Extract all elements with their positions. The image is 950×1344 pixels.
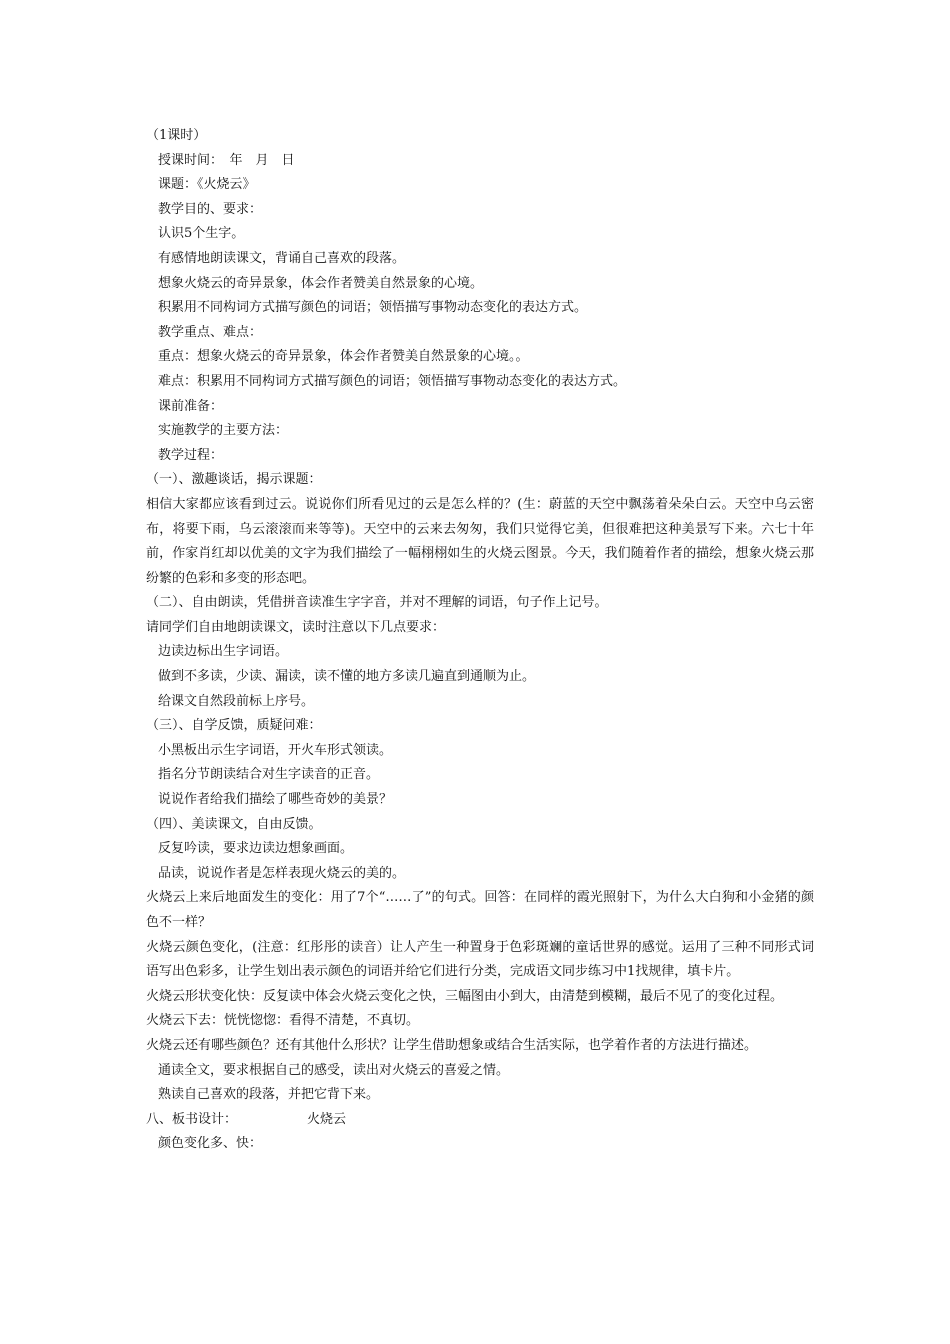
heading-preparation: 课前准备： bbox=[158, 398, 224, 414]
requirement-item: 做到不多读，少读、漏读，读不懂的地方多读几遍直到通顺为止。 bbox=[158, 669, 536, 685]
section-1-heading: （一）、激趣谈话，揭示课题： bbox=[146, 472, 322, 488]
activity-item: 通读全文，要求根据自己的感受，读出对火烧云的喜爱之情。 bbox=[158, 1062, 510, 1078]
objective-item: 想象火烧云的奇异景象，体会作者赞美自然景象的心境。 bbox=[158, 275, 484, 291]
lesson-plan-document bbox=[146, 124, 814, 1157]
section-2-intro: 请同学们自由地朗读课文，读时注意以下几点要求： bbox=[146, 619, 446, 635]
requirement-item: 给课文自然段前标上序号。 bbox=[158, 693, 315, 709]
teaching-date: 授课时间： 年 月 日 bbox=[158, 152, 295, 168]
section-4-heading: （四）、美读课文，自由反馈。 bbox=[146, 816, 322, 832]
activity-item: 反复吟读，要求边读边想象画面。 bbox=[158, 841, 354, 857]
activity-item: 小黑板出示生字词语，开火车形式领读。 bbox=[158, 742, 393, 758]
analysis-paragraph: 火烧云上来后地面发生的变化：用了7个“……了”的句式。回答：在同样的霞光照射下，为什么大白狗和小金猪的颜色不一样？ bbox=[146, 890, 814, 930]
key-point: 重点：想象火烧云的奇异景象，体会作者赞美自然景象的心境。。 bbox=[158, 349, 529, 365]
lesson-duration: （1课时） bbox=[146, 128, 207, 143]
activity-item: 指名分节朗读结合对生字读音的正音。 bbox=[158, 767, 380, 783]
heading-key-points: 教学重点、难点： bbox=[158, 324, 263, 340]
objective-item: 积累用不同构词方式描写颜色的词语；领悟描写事物动态变化的表达方式。 bbox=[158, 300, 588, 316]
analysis-paragraph: 火烧云颜色变化，(注意：红彤彤的读音）让人产生一种置身于色彩斑斓的童话世界的感觉。运用了三种不同形式词语写出色彩多，让学生划出表示颜色的词语并给它们进行分类，完成语文同步练习中1找规律，填卡片。 bbox=[146, 939, 814, 980]
analysis-line: 火烧云还有哪些颜色？还有其他什么形状？让学生借助想象或结合生活实际，也学着作者的方法进行描述。 bbox=[146, 1037, 758, 1053]
activity-item: 熟读自己喜欢的段落，并把它背下来。 bbox=[158, 1087, 380, 1103]
board-design-line bbox=[146, 1108, 814, 1133]
section-2-heading: （二）、自由朗读，凭借拼音读准生字字音，并对不理解的词语，句子作上记号。 bbox=[146, 595, 608, 611]
board-design-heading: 八、板书设计： bbox=[146, 1111, 238, 1127]
heading-objectives: 教学目的、要求： bbox=[158, 201, 263, 217]
board-design-item: 颜色变化多、快： bbox=[158, 1136, 263, 1152]
objective-item: 有感情地朗读课文，背诵自己喜欢的段落。 bbox=[158, 250, 406, 266]
section-3-heading: （三）、自学反馈，质疑问难： bbox=[146, 718, 322, 734]
board-design-title: 火烧云 bbox=[307, 1111, 347, 1127]
difficult-point: 难点：积累用不同构词方式描写颜色的词语；领悟描写事物动态变化的表达方式。 bbox=[158, 373, 627, 389]
activity-item: 说说作者给我们描绘了哪些奇妙的美景？ bbox=[158, 792, 393, 808]
activity-item: 品读，说说作者是怎样表现火烧云的美的。 bbox=[158, 865, 406, 881]
section-1-paragraph: 相信大家都应该看到过云。说说你们所看见过的云是怎么样的？(生：蔚蓝的天空中飘荡着朵朵白云。天空中乌云密布，将要下雨，乌云滚滚而来等等)。天空中的云来去匆匆，我们只觉得它美，但很难把这种美景写下来。六七十年前，作家肖红却以优美的文字为我们描绘了一幅栩栩如生的火烧云图景。今天，我们随着作者的描绘，想象火烧云那纷繁的色彩和多变的形态吧。 bbox=[146, 496, 814, 586]
heading-process: 教学过程： bbox=[158, 447, 224, 463]
heading-methods: 实施教学的主要方法： bbox=[158, 423, 289, 439]
analysis-line: 火烧云下去：恍恍惚惚：看得不清楚，不真切。 bbox=[146, 1013, 420, 1029]
objective-item: 认识5个生字。 bbox=[158, 226, 245, 242]
lesson-topic: 课题：《火烧云》 bbox=[158, 177, 256, 193]
requirement-item: 边读边标出生字词语。 bbox=[158, 644, 289, 660]
analysis-paragraph: 火烧云形状变化快：反复读中体会火烧云变化之快，三幅图由小到大，由清楚到模糊，最后不见了的变化过程。 bbox=[146, 988, 784, 1004]
